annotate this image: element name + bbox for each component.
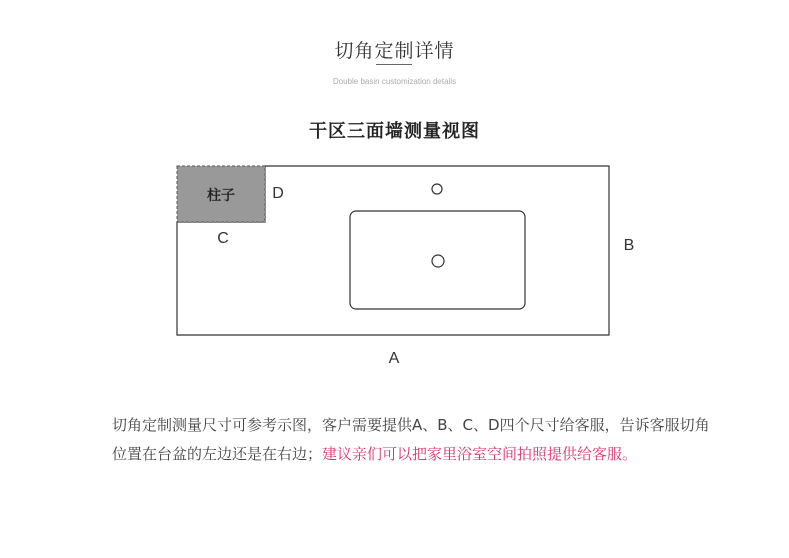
side-label-a: A: [388, 350, 400, 367]
side-label-c: C: [217, 230, 229, 247]
instruction-highlight: 建议亲们可以把家里浴室空间拍照提供给客服。: [322, 445, 638, 463]
instruction-text: 切角定制测量尺寸可参考示图，客户需要提供A、B、C、D四个尺寸给客服，告诉客服切角位置在台盆的左边还是在右边；: [112, 416, 710, 463]
page-subtitle: Double basin customization details: [332, 77, 457, 86]
drain-hole-icon: [432, 255, 444, 267]
instruction-note: [112, 411, 712, 469]
side-label-d: D: [272, 185, 284, 202]
page-title: 切角定制详情: [334, 40, 455, 62]
side-label-b: B: [623, 237, 635, 254]
diagram-heading: 干区三面墙测量视图: [309, 121, 480, 142]
faucet-hole-icon: [432, 184, 442, 194]
pillar-label: 柱子: [207, 188, 235, 204]
